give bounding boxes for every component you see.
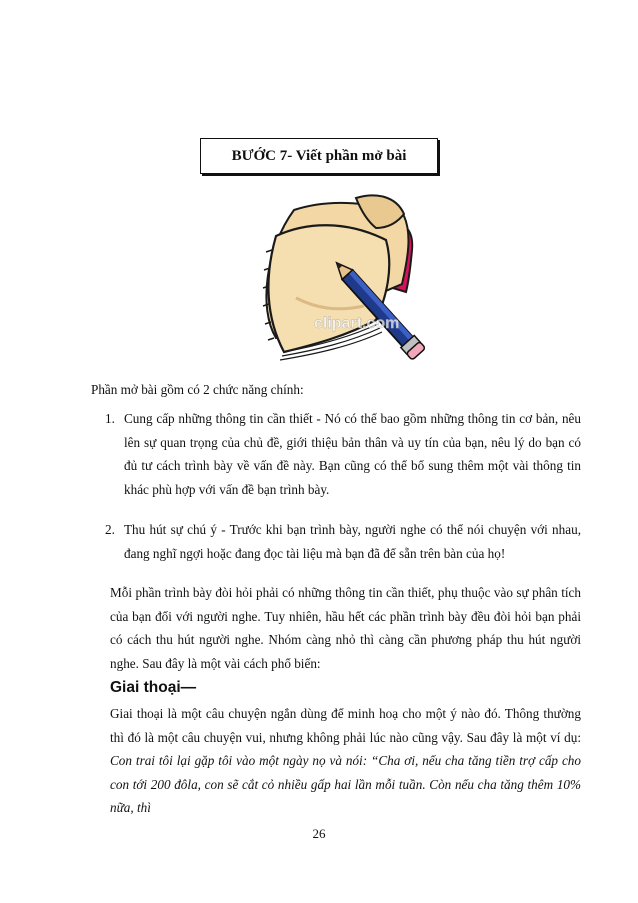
clipart-watermark: clipart.com: [314, 315, 400, 332]
section-heading: Giai thoại—: [110, 679, 197, 696]
section-paragraph: [110, 702, 581, 820]
list-text: Cung cấp những thông tin cần thiết - Nó có thể bao gồm những thông tin cơ bản, nêu lên sự quan trọng của chủ đề, giới thiệu bản thân và uy tín của bạn, nêu lý do bạn có đủ tư cách trình bày về vấn đề này. Bạn cũng có thể bổ sung thêm một vài thông tin khác phù hợp với vấn đề bạn trình bày.: [124, 411, 581, 497]
section-paragraph-italic: Con trai tôi lại gặp tôi vào một ngày nọ và nói: “Cha ơi, nếu cha tăng tiền trợ cấp cho con tới 200 đôla, con sẽ cắt cỏ nhiều gấp hai lần mỗi tuần. Còn nếu cha tăng thêm 10% nữa, thì: [110, 753, 581, 815]
body-paragraph: Mỗi phần trình bày đòi hỏi phải có những thông tin cần thiết, phụ thuộc vào sự phân tích của bạn đối với người nghe. Tuy nhiên, hầu hết các phần trình bày đều đòi hỏi bạn phải có cách thu hút người nghe. Nhóm càng nhỏ thì càng cần phương pháp thu hút người nghe. Sau đây là một vài cách phổ biến:: [110, 585, 581, 671]
list-number: 2.: [105, 522, 115, 537]
step-title: BƯỚC 7- Viết phần mở bài: [231, 147, 407, 164]
list-number: 1.: [105, 411, 115, 426]
list-text: Thu hút sự chú ý - Trước khi bạn trình bày, người nghe có thể nói chuyện với nhau, đang nghĩ ngợi hoặc đang đọc tài liệu mà bạn đã để sẵn trên bàn của họ!: [124, 522, 581, 561]
step-title-box: [200, 138, 438, 174]
page-number: 26: [312, 826, 326, 841]
list-item: [105, 518, 581, 565]
notepad-with-pencil-icon: [236, 188, 432, 376]
intro-text: Phần mở bài gồm có 2 chức năng chính:: [91, 382, 304, 397]
list-item: [105, 407, 581, 501]
section-paragraph-normal: Giai thoại là một câu chuyện ngắn dùng để minh hoạ cho một ý nào đó. Thông thường thì đó là một câu chuyện vui, nhưng không phải lúc nào cũng vậy. Sau đây là một ví dụ:: [110, 706, 581, 745]
